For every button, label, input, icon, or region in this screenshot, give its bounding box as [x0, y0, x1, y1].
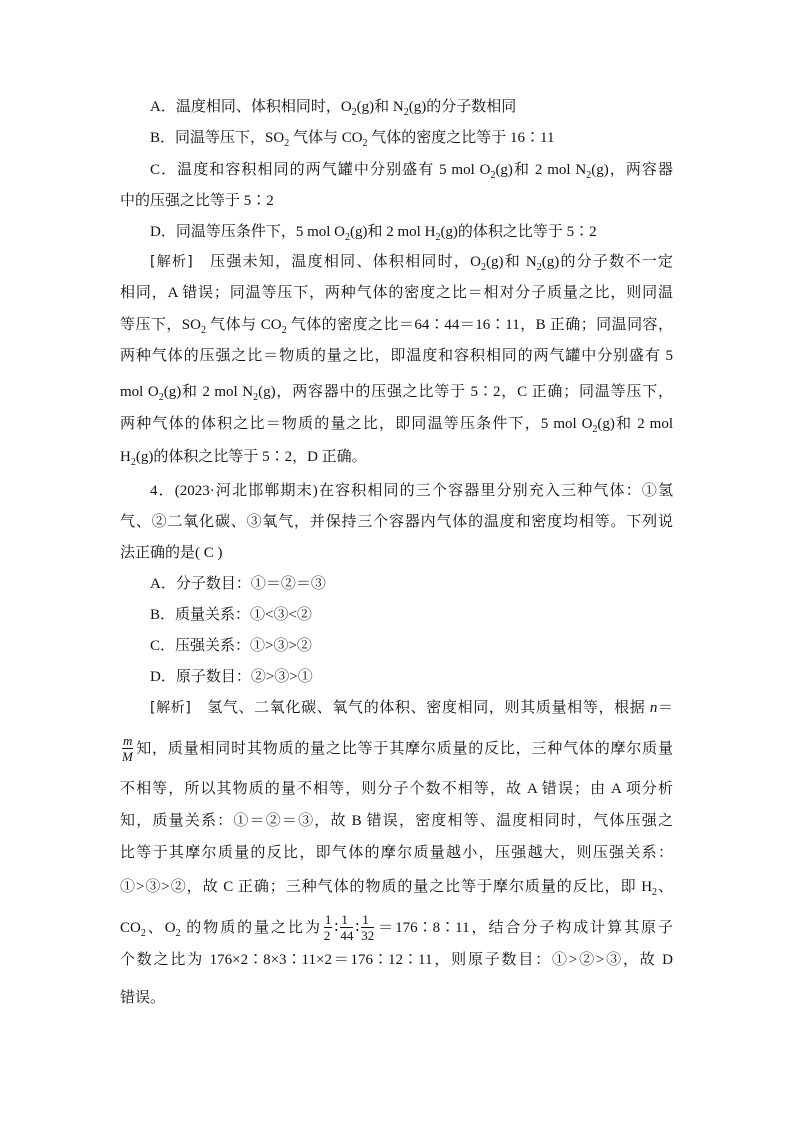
- fraction-denominator: M: [122, 749, 133, 764]
- q3-option-c-cont: [120, 190, 673, 212]
- text-run: ∶: [334, 919, 339, 936]
- q3-analysis-line-7: [120, 446, 673, 468]
- subscript: 2: [536, 262, 542, 273]
- text-run: (g)，两容器: [591, 162, 673, 178]
- text-run: 的物质的量之比为: [180, 919, 322, 936]
- q3-analysis-line-3: [120, 314, 673, 336]
- text-run: 两种气体的压强之比＝物质的量之比，即温度和容积相同的两气罐中分别盛有 5: [120, 348, 673, 364]
- text-run: 知，质量相同时其物质的量之比等于其摩尔质量的反比，三种气体的摩尔质量: [135, 740, 673, 757]
- text-run: 4．(2023·河北邯郸期末)在容积相同的三个容器里分别充入三种气体：①氢: [150, 483, 673, 499]
- analysis-label: [解析]: [150, 254, 193, 270]
- subscript: 2: [175, 927, 181, 939]
- q4-option-d: [150, 666, 673, 688]
- q4-analysis-line-6: [120, 876, 673, 898]
- fraction-denominator: 44: [340, 928, 354, 943]
- text-run: 等压下，SO: [120, 317, 201, 333]
- text-run: ＝: [657, 700, 673, 716]
- q4-option-c: [150, 635, 673, 657]
- text-run: (g)的体积之比等于 5∶2，D 正确。: [135, 449, 367, 465]
- subscript: 2: [480, 262, 486, 273]
- fraction-numerator: 1: [324, 912, 332, 927]
- text-run: B．质量关系：①<③<②: [150, 607, 312, 623]
- text-run: 气体的密度之比＝64∶44＝16∶11，B 正确；同温同容，: [286, 317, 673, 333]
- text-run: 中的压强之比等于 5∶2: [120, 193, 274, 209]
- q4-analysis-line-4: [120, 810, 673, 832]
- italic-symbol: n: [649, 700, 658, 716]
- text-run: 氢气、二氧化碳、氧气的体积、密度相同，则其质量相等，根据: [190, 700, 650, 716]
- text-run: 气体与 CO: [289, 130, 363, 146]
- fraction: [361, 913, 374, 942]
- q4-analysis-line-7: [120, 912, 673, 943]
- text-run: 法正确的是( C ): [120, 545, 223, 561]
- text-run: 压强未知，温度相同、体积相同时，O: [192, 254, 481, 270]
- q3-option-d: [150, 221, 673, 243]
- text-run: 比等于其摩尔质量的反比，即气体的摩尔质量越小，压强越大，则压强关系：: [120, 845, 673, 861]
- fraction: [340, 913, 353, 942]
- text-run: (g)和 2 mol: [597, 416, 673, 432]
- subscript: 2: [652, 887, 658, 898]
- text-run: (g)和 2 mol N: [163, 384, 254, 400]
- subscript: 2: [158, 392, 164, 403]
- q4-option-a: [150, 573, 673, 595]
- subscript: 2: [490, 170, 496, 181]
- text-run: ∶: [355, 919, 360, 936]
- q4-analysis-line-1: [150, 697, 673, 719]
- fraction-numerator: 1: [361, 913, 374, 928]
- q4-stem-line-1: [150, 480, 673, 502]
- q4-analysis-line-3: [120, 778, 673, 800]
- text-run: CO: [120, 919, 141, 936]
- text-run: (g)的分子数不一定: [541, 254, 673, 270]
- q4-analysis-line-9: [120, 987, 673, 1009]
- fraction: [122, 734, 133, 763]
- subscript: 2: [281, 325, 287, 336]
- text-run: (g)和 2 mol N: [495, 162, 587, 178]
- q4-analysis-line-2: [120, 733, 673, 764]
- q3-option-c: [150, 159, 673, 181]
- subscript: 2: [362, 138, 368, 149]
- text-run: (g)的分子数相同: [408, 99, 517, 115]
- text-run: 不相等，所以其物质的量不相等，则分子个数不相等，故 A 错误；由 A 项分析: [120, 781, 673, 797]
- text-run: (g)和 2 mol H: [350, 224, 436, 240]
- q4-stem-line-2: [120, 511, 673, 533]
- subscript: 2: [140, 927, 146, 939]
- subscript: 2: [284, 138, 290, 149]
- text-run: 气体的密度之比等于 16∶11: [367, 130, 555, 146]
- subscript: 2: [592, 424, 598, 435]
- text-run: 相同，A 错误；同温等压下，两种气体的密度之比＝相对分子质量之比，则同温: [120, 285, 673, 301]
- text-run: H: [120, 449, 131, 465]
- subscript: 2: [403, 107, 409, 118]
- fraction-numerator: m: [123, 733, 133, 748]
- text-run: (g)和 N: [356, 99, 404, 115]
- q4-option-b: [150, 604, 673, 626]
- q4-stem-line-3: [120, 542, 673, 564]
- subscript: 2: [345, 232, 351, 243]
- text-run: 气、②二氧化碳、③氧气，并保持三个容器内气体的温度和密度均相等。下列说: [120, 514, 673, 530]
- subscript: 2: [200, 325, 206, 336]
- text-run: D．同温等压条件下，5 mol O: [150, 224, 346, 240]
- q3-analysis-line-4: [120, 345, 673, 367]
- q3-analysis-line-2: [120, 282, 673, 304]
- text-run: ＝176∶8∶11，结合分子构成计算其原子: [376, 919, 673, 936]
- text-run: (g)，两容器中的压强之比等于 5∶2，C 正确；同温等压下，: [258, 384, 673, 400]
- text-run: D．原子数目：②>③>①: [150, 669, 313, 685]
- subscript: 2: [130, 457, 136, 468]
- fraction: [324, 913, 333, 942]
- text-run: C．压强关系：①>③>②: [150, 638, 312, 654]
- text-run: (g)的体积之比等于 5∶2: [440, 224, 597, 240]
- text-run: 知，质量关系：①＝②＝③，故 B 错误，密度相等、温度相同时，气体压强之: [120, 813, 673, 829]
- text-run: 、: [657, 879, 673, 895]
- q3-analysis-line-6: [120, 413, 673, 435]
- q4-analysis-line-8: [120, 949, 673, 971]
- text-run: 气体与 CO: [205, 317, 282, 333]
- text-run: (g)和 N: [485, 254, 537, 270]
- subscript: 2: [351, 107, 357, 118]
- q4-analysis-line-5: [120, 842, 673, 864]
- text-run: mol O: [120, 384, 159, 400]
- text-run: B．同温等压下，SO: [150, 130, 285, 146]
- subscript: 2: [253, 392, 259, 403]
- text-run: 、O: [145, 919, 176, 936]
- q3-analysis-line-1: [150, 251, 673, 273]
- subscript: 2: [435, 232, 441, 243]
- text-run: A．分子数目：①＝②＝③: [150, 576, 326, 592]
- fraction-numerator: 1: [340, 913, 353, 928]
- q3-option-a: [150, 96, 673, 118]
- q3-analysis-line-5: [120, 381, 673, 403]
- subscript: 2: [586, 170, 592, 181]
- text-run: C．温度和容积相同的两气罐中分别盛有 5 mol O: [150, 162, 491, 178]
- fraction-denominator: 32: [361, 928, 375, 943]
- fraction-denominator: 2: [323, 928, 331, 943]
- text-run: 错误。: [120, 990, 166, 1006]
- analysis-label: [解析]: [150, 700, 191, 716]
- text-run: A．温度相同、体积相同时，O: [150, 99, 352, 115]
- text-run: 个数之比为 176×2∶8×3∶11×2＝176∶12∶11，则原子数目：①>②>③，故 D: [120, 952, 673, 968]
- text-run: 两种气体的体积之比＝物质的量之比，即同温等压条件下，5 mol O: [120, 416, 593, 432]
- text-run: ①>③>②，故 C 正确；三种气体的物质的量之比等于摩尔质量的反比，即 H: [120, 879, 653, 895]
- q3-option-b: [150, 127, 673, 149]
